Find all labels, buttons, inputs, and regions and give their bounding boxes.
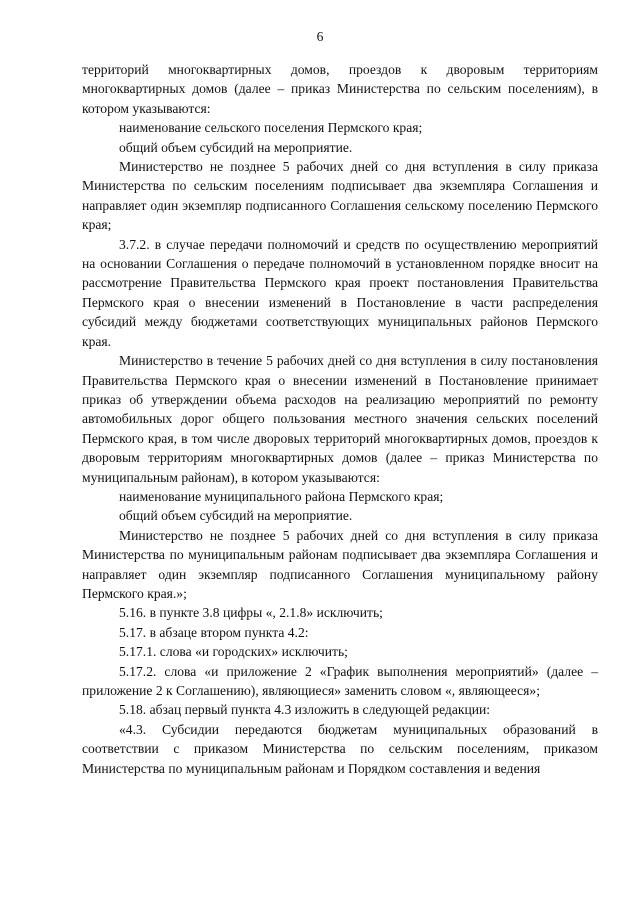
paragraph: 5.17.2. слова «и приложение 2 «График выполнения мероприятий» (далее – приложение 2 к Соглашению), являющиеся» заменить словом «, являющееся»; — [82, 663, 598, 698]
paragraph: 5.18. абзац первый пункта 4.3 изложить в следующей редакции: — [119, 702, 491, 718]
paragraph: Министерство не позднее 5 рабочих дней со дня вступления в силу приказа Министерства по сельским поселениям подписывает два экземпляра Соглашения и направляет один экземпляр подписанного Соглашения сельскому поселению Пермского края; — [82, 159, 598, 233]
paragraph: общий объем субсидий на мероприятие. — [119, 508, 353, 524]
paragraph: наименование муниципального района Пермского края; — [119, 488, 444, 504]
paragraph: «4.3. Субсидии передаются бюджетам муниципальных образований в соответствии с приказом Министерства по сельским поселениям, приказом Министерства по муниципальным районам и Порядком составления и ведения — [82, 721, 598, 776]
paragraph: 5.16. в пункте 3.8 цифры «, 2.1.8» исключить; — [119, 605, 383, 621]
paragraph: общий объем субсидий на мероприятие. — [119, 139, 353, 155]
document-body — [82, 60, 598, 778]
paragraph: 3.7.2. в случае передачи полномочий и средств по осуществлению мероприятий на основании Соглашения о передаче полномочий в установленном порядке вносит на рассмотрение Правительства Пермского края проект постановления Правительства Пермского края о внесении изменений в Постановление в части распределения субсидий между бюджетами соответствующих муниципальных районов Пермского края. — [82, 236, 598, 349]
paragraph: Министерство не позднее 5 рабочих дней со дня вступления в силу приказа Министерства по муниципальным районам подписывает два экземпляра Соглашения и направляет один экземпляр подписанного Соглашения муниципальному району Пермского края.»; — [82, 527, 598, 601]
paragraph: наименование сельского поселения Пермского края; — [119, 120, 423, 136]
paragraph: Министерство в течение 5 рабочих дней со дня вступления в силу постановления Правительства Пермского края о внесении изменений в Постановление принимает приказ об утверждении объема расходов на реализацию мероприятий по ремонту автомобильных дорог общего пользования местного значения сельских поселений Пермского края, в том числе дворовых территорий многоквартирных домов, проездов к дворовым территориям многоквартирных домов (далее – приказ Министерства по муниципальным районам), в котором указываются: — [82, 353, 598, 485]
page-number: 6 — [316, 29, 324, 44]
paragraph: территорий многоквартирных домов, проездов к дворовым территориям многоквартирных домов (далее – приказ Министерства по сельским поселениям), в котором указываются: — [82, 62, 598, 116]
paragraph: 5.17. в абзаце втором пункта 4.2: — [119, 624, 309, 640]
paragraph: 5.17.1. слова «и городских» исключить; — [119, 644, 348, 660]
